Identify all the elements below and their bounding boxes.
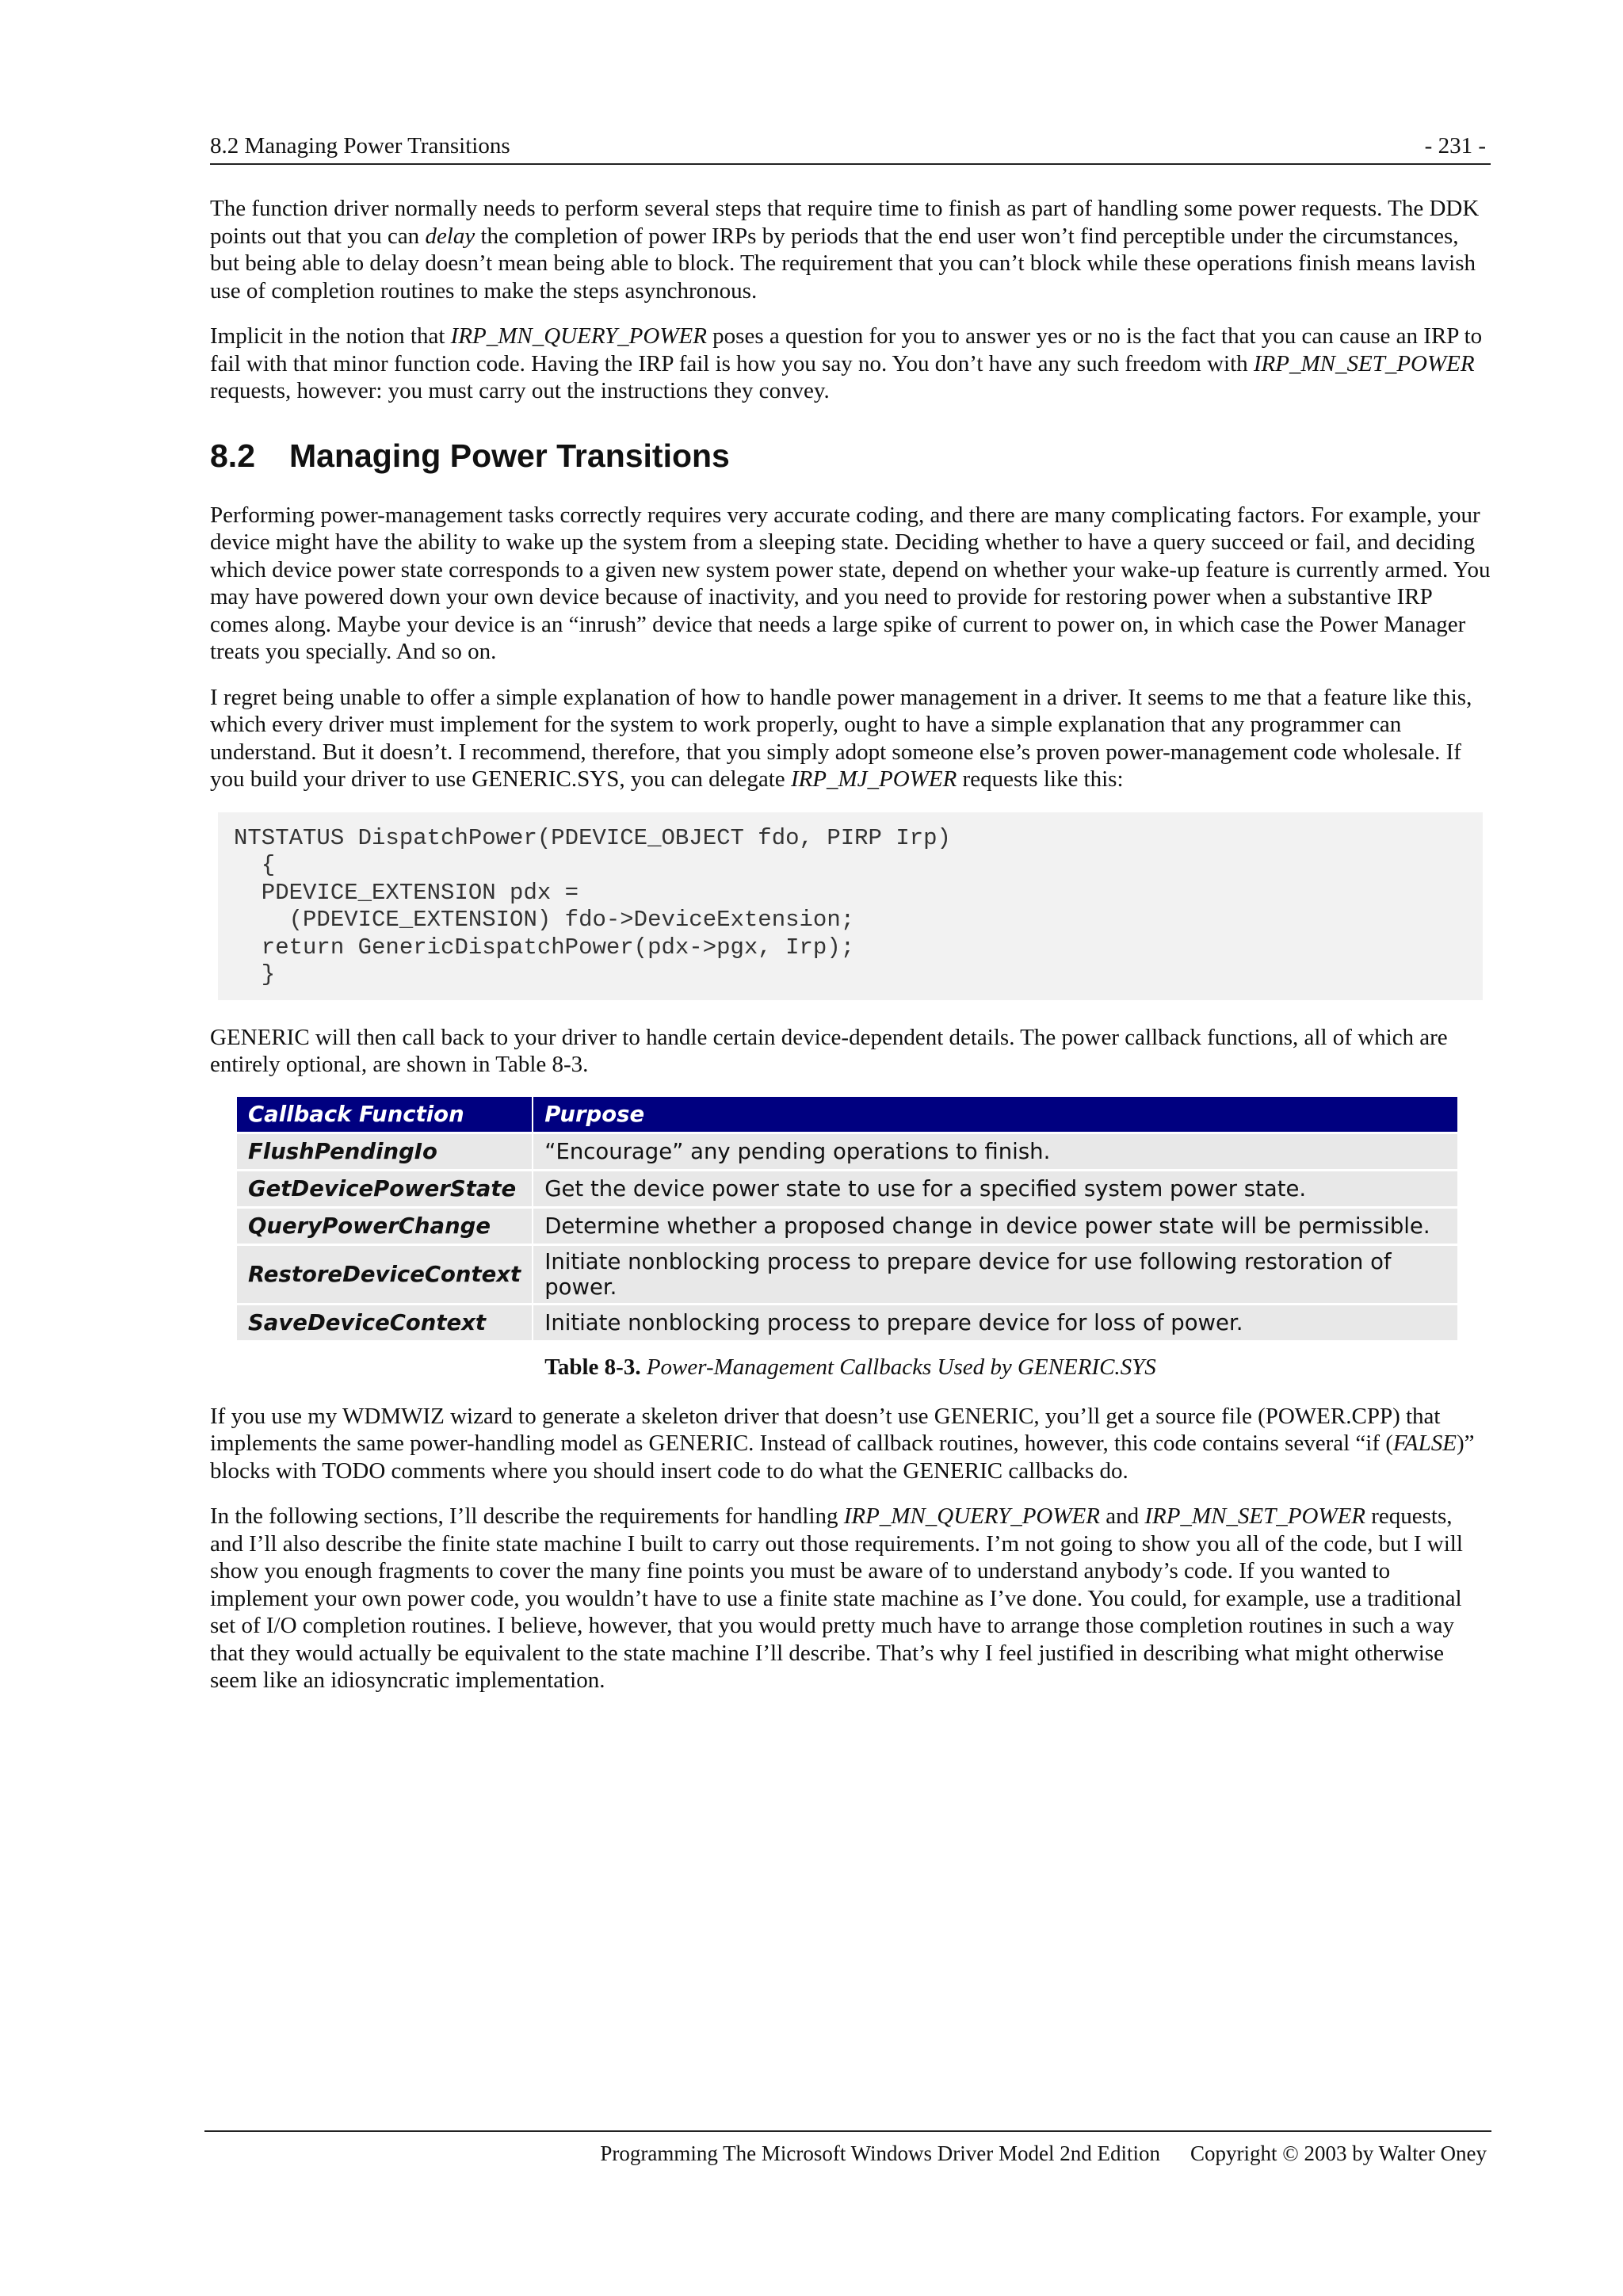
code-block — [218, 812, 1483, 1000]
table-row — [237, 1244, 1459, 1303]
code-line: (PDEVICE_EXTENSION) fdo->DeviceExtension; — [234, 907, 855, 933]
callback-name: FlushPendingIo — [237, 1132, 533, 1169]
callback-purpose: Determine whether a proposed change in device power state will be permissible. — [533, 1206, 1459, 1244]
section-paragraph-1: Performing power-management tasks correctly requires very accurate coding, and there are many complicating factors. For example, your device might have the ability to wake up the system from a sleeping state. Deciding whether to have a query succeed or fail, and deciding which device power state corresponds to a given new system power state, depend on whether your wake-up feature is currently armed. You may have powered down your own device because of inactivity, and you need to provide for restoring power when a substantive IRP comes along. Maybe your device is an “inrush” device that needs a large spike of current to power on, in which case the Power Manager treats you specially. And so on. — [210, 502, 1491, 664]
callback-table — [237, 1097, 1459, 1340]
table-header-row — [237, 1097, 1459, 1132]
callback-purpose: Initiate nonblocking process to prepare device for loss of power. — [533, 1303, 1459, 1340]
callback-name: SaveDeviceContext — [237, 1303, 533, 1340]
callback-name: QueryPowerChange — [237, 1206, 533, 1244]
callback-name: GetDevicePowerState — [237, 1169, 533, 1206]
table-row — [237, 1303, 1459, 1340]
intro-paragraph-1: The function driver normally needs to perform several steps that require time to finish as part of handling some power requests. The DDK points out that you can delay the completion of power IRPs by periods that the end user won’t find perceptible under the circumstances, but being able to delay doesn’t mean being able to block. The requirement that you can’t block while these operations finish means lavish use of completion routines to make the steps asynchronous. — [210, 196, 1480, 304]
table-caption-label: Table 8-3. — [544, 1354, 641, 1380]
footer-book-title: Programming The Microsoft Windows Driver Model 2nd Edition — [600, 2141, 1160, 2165]
page-number: - 231 - — [1424, 133, 1486, 159]
callback-purpose: “Encourage” any pending operations to finish. — [533, 1132, 1459, 1169]
code-line: { — [234, 852, 276, 878]
page-body — [210, 195, 1491, 1713]
footer-copyright: Copyright © 2003 by Walter Oney — [1190, 2141, 1487, 2165]
table-row — [237, 1206, 1459, 1244]
code-line: NTSTATUS DispatchPower(PDEVICE_OBJECT fdo, PIRP Irp) — [234, 824, 951, 851]
section-paragraph-4: If you use my WDMWIZ wizard to generate a skeleton driver that doesn’t use GENERIC, you’ll get a source file (POWER.CPP) that implements the same power-handling model as GENERIC. Instead of callback routines, however, this code contains several “if (FALSE)” blocks with TODO comments where you should insert code to do what the GENERIC callbacks do. — [210, 1403, 1475, 1484]
column-header-purpose: Purpose — [533, 1097, 1459, 1132]
section-paragraph-2: I regret being unable to offer a simple explanation of how to handle power management in a driver. It seems to me that a feature like this, which every driver must implement for the system to work properly, ought to have a simple explanation that any programmer can understand. But it doesn’t. I recommend, therefore, that you simply adopt someone else’s proven power-management code wholesale. If you build your driver to use GENERIC.SYS, you can delegate IRP_MJ_POWER requests like this: — [210, 684, 1472, 792]
section-title: Managing Power Transitions — [289, 437, 730, 474]
section-heading — [210, 437, 1491, 475]
section-number: 8.2 — [210, 437, 255, 474]
table-row — [237, 1132, 1459, 1169]
table-caption — [210, 1354, 1491, 1381]
page-header — [210, 130, 1491, 165]
code-line: return GenericDispatchPower(pdx->pgx, Irp); — [234, 934, 855, 961]
callback-purpose: Initiate nonblocking process to prepare device for use following restoration of power. — [533, 1244, 1459, 1303]
callback-table-wrapper — [237, 1097, 1459, 1340]
code-line: } — [234, 961, 276, 988]
table-row — [237, 1169, 1459, 1206]
section-paragraph-5: In the following sections, I’ll describe the requirements for handling IRP_MN_QUERY_POWER and IRP_MN_SET_POWER requests, and I’ll also describe the finite state machine I built to carry out those requirements. I’m not going to show you all of the code, but I will show you enough fragments to cover the many fine points you must be aware of to understand anybody’s code. If you wanted to implement your own power code, you wouldn’t have to use a finite state machine as I’ve done. You could, for example, use a traditional set of I/O completion routines. I believe, however, that you would pretty much have to arrange those completion routines in such a way that they would actually be equivalent to the state machine I’ll describe. That’s why I feel justified in describing what might otherwise seem like an idiosyncratic implementation. — [210, 1503, 1463, 1693]
table-caption-text: Power-Management Callbacks Used by GENERIC.SYS — [640, 1354, 1156, 1380]
section-paragraph-3: GENERIC will then call back to your driver to handle certain device-dependent details. The power callback functions, all of which are entirely optional, are shown in Table 8-3. — [210, 1024, 1448, 1077]
intro-paragraph-2: Implicit in the notion that IRP_MN_QUERY_POWER poses a question for you to answer yes or no is the fact that you can cause an IRP to fail with that minor function code. Having the IRP fail is how you say no. You don’t have any such freedom with IRP_MN_SET_POWER requests, however: you must carry out the instructions they convey. — [210, 323, 1483, 403]
page-footer — [204, 2130, 1491, 2165]
column-header-callback: Callback Function — [237, 1097, 533, 1132]
callback-purpose: Get the device power state to use for a specified system power state. — [533, 1169, 1459, 1206]
running-header-section: 8.2 Managing Power Transitions — [210, 133, 510, 159]
callback-name: RestoreDeviceContext — [237, 1244, 533, 1303]
code-line: PDEVICE_EXTENSION pdx = — [234, 879, 579, 906]
